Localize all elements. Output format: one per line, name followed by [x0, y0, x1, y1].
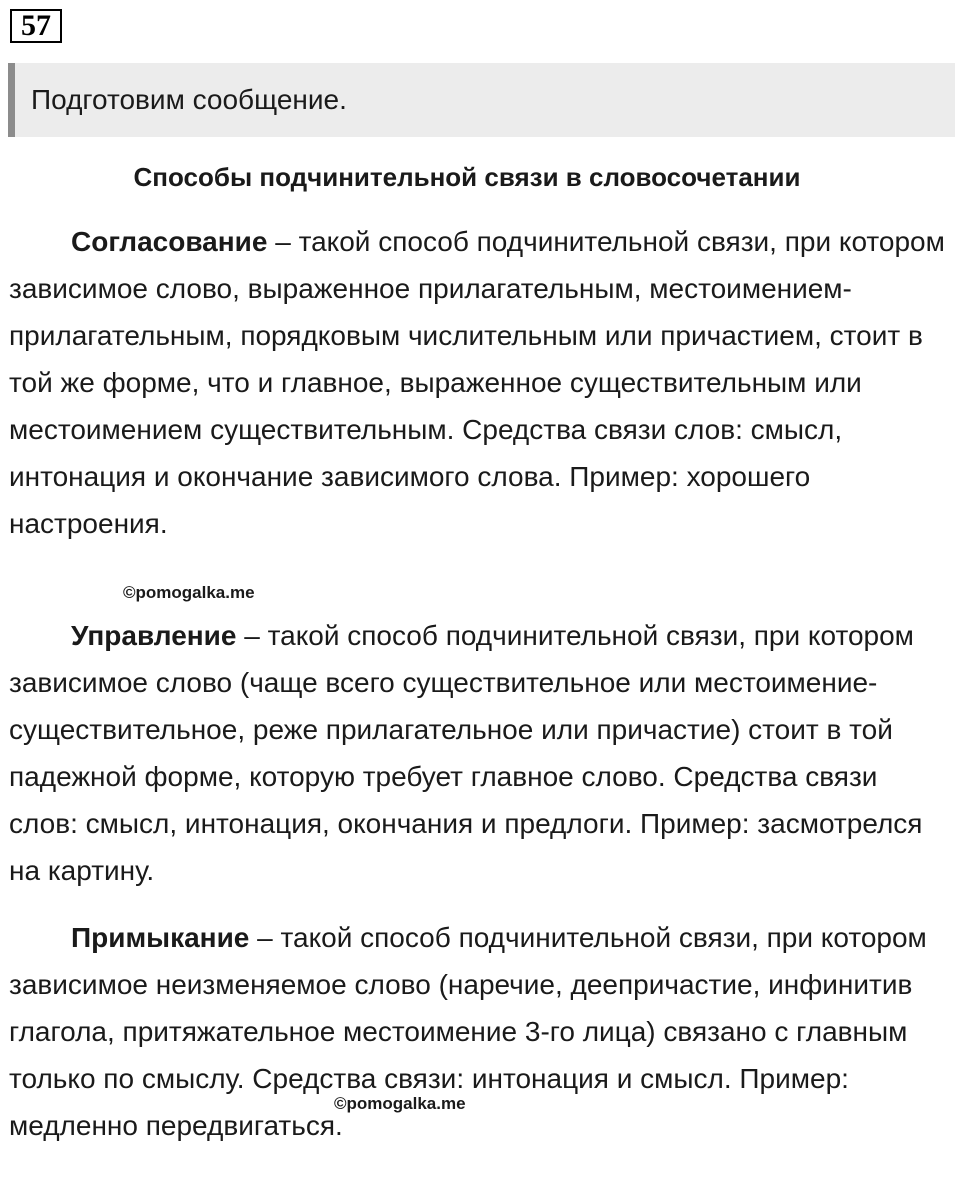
task-banner	[8, 63, 955, 137]
term-government: Управление	[71, 620, 237, 651]
paragraph-adjunction	[9, 914, 949, 1149]
document-title: Способы подчинительной связи в словосочетании	[133, 162, 801, 192]
paragraph-adjunction-body: – такой способ подчинительной связи, при котором зависимое неизменяемое слово (наречие, деепричастие, инфинитив глагола, притяжательное местоимение 3-го лица) связано с главным только по смыслу. Средства связи: интонация и смысл. Пример: медленно передвигаться.	[9, 922, 927, 1141]
paragraph-government-body: – такой способ подчинительной связи, при котором зависимое слово (чаще всего существительное или местоимение-существительное, реже прилагательное или причастие) стоит в той падежной форме, которую требует главное слово. Средства связи слов: смысл, интонация, окончания и предлоги. Пример: засмотрелся на картину.	[9, 620, 923, 886]
paragraph-agreement	[9, 218, 949, 547]
term-agreement: Согласование	[71, 226, 268, 257]
paragraph-agreement-body: – такой способ подчинительной связи, при котором зависимое слово, выраженное прилагательным, местоимением-прилагательным, порядковым числительным или причастием, стоит в той же форме, что и главное, выраженное существительным или местоимением существительным. Средства связи слов: смысл, интонация и окончание зависимого слова. Пример: хорошего настроения.	[9, 226, 945, 539]
paragraph-government	[9, 612, 949, 894]
watermark: ©pomogalka.me	[334, 1094, 466, 1113]
watermark: ©pomogalka.me	[123, 583, 255, 602]
task-text: Подготовим сообщение.	[31, 84, 347, 115]
term-adjunction: Примыкание	[71, 922, 250, 953]
page-number: 57	[10, 9, 62, 43]
